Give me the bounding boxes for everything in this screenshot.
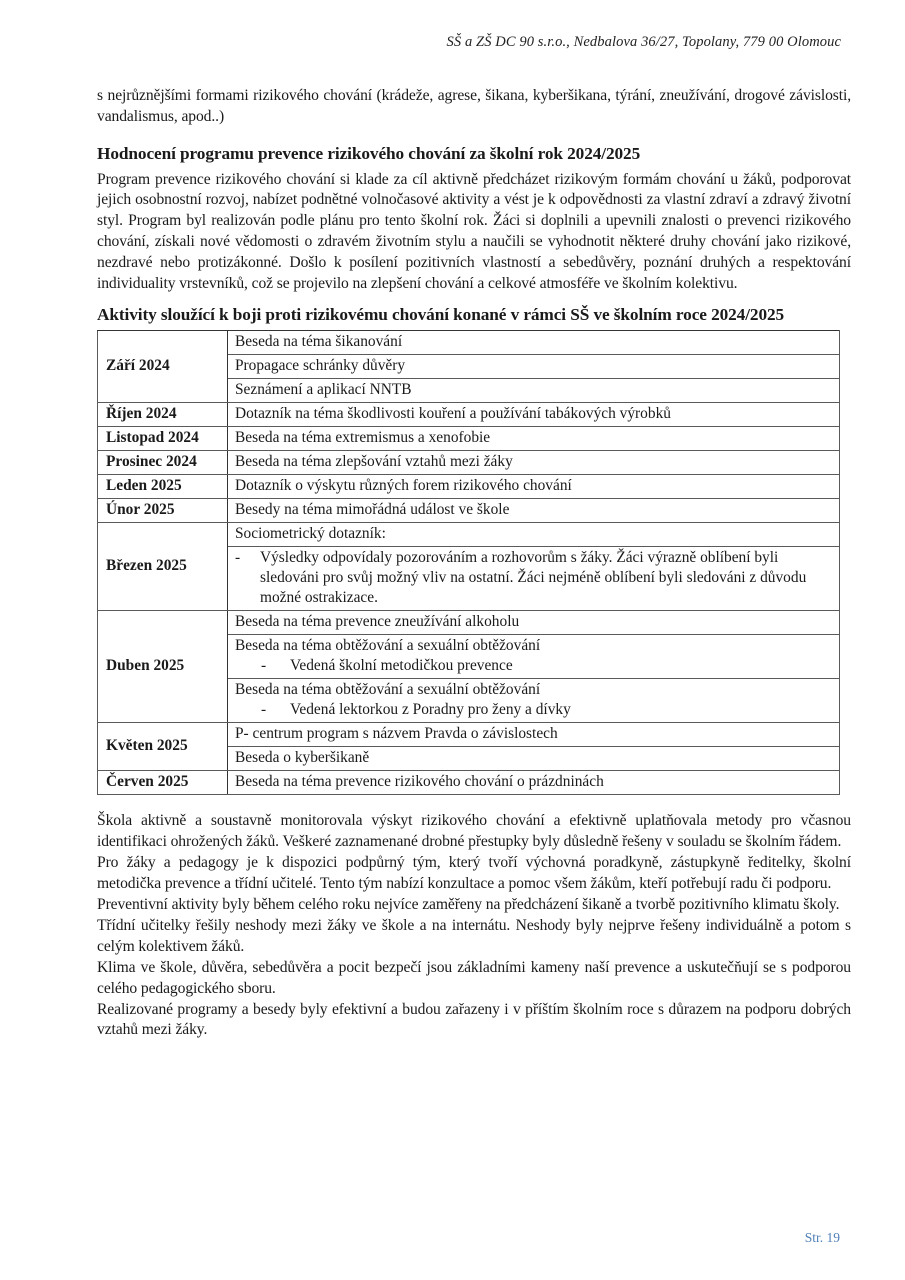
intro-continuation-paragraph: s nejrůznějšími formami rizikového chování (krádeže, agrese, šikana, kyberšikana, týrání, zneužívání, drogové závislosti, vandalismus, apod..) [97, 87, 851, 125]
table-row [98, 403, 840, 427]
activity-cell [228, 679, 840, 723]
closing-paragraph: Realizované programy a besedy byly efektivní a budou zařazeny i v příštím školním roce s důrazem na podporu dobrých vztahů mezi žáky. [97, 1000, 851, 1039]
month-cell: Červen 2025 [98, 771, 228, 795]
dash-bullet: - [261, 657, 267, 675]
activity-title: Beseda na téma obtěžování a sexuální obtěžování [235, 681, 541, 699]
table-row [98, 499, 840, 523]
dash-bullet: - [235, 549, 241, 567]
closing-paragraph: Třídní učitelky řešily neshody mezi žáky ve škole a na internátu. Neshody byly nejprve řešeny individuálně a potom s celým kolektivem žáků. [97, 916, 851, 955]
bullet-text: Vedená lektorkou z Poradny pro ženy a dívky [290, 701, 571, 719]
evaluation-heading: Hodnocení programu prevence rizikového chování za školní rok 2024/2025 [97, 143, 641, 163]
activity-cell: Beseda na téma prevence zneužívání alkoholu [228, 611, 840, 635]
closing-paragraph: Preventivní aktivity byly během celého roku nejvíce zaměřeny na předcházení šikaně a tvorbě pozitivního klimatu školy. [97, 896, 840, 913]
page-content [97, 86, 851, 1041]
activity-cell: Dotazník na téma škodlivosti kouření a používání tabákových výrobků [228, 403, 840, 427]
activity-cell: Propagace schránky důvěry [228, 355, 840, 379]
activity-cell: Beseda na téma extremismus a xenofobie [228, 427, 840, 451]
activity-cell [228, 547, 840, 611]
month-cell: Leden 2025 [98, 475, 228, 499]
month-cell: Květen 2025 [98, 723, 228, 771]
activities-heading: Aktivity sloužící k boji proti rizikovému chování konané v rámci SŠ ve školním roce 2024/2025 [97, 305, 785, 325]
activity-cell [228, 635, 840, 679]
activity-cell: P- centrum program s názvem Pravda o závislostech [228, 723, 840, 747]
activity-cell: Beseda na téma prevence rizikového chování o prázdninách [228, 771, 840, 795]
bullet-text: Vedená školní metodičkou prevence [290, 657, 513, 675]
closing-section [97, 811, 851, 1041]
activity-cell: Seznámení a aplikací NNTB [228, 379, 840, 403]
activity-cell: Beseda na téma šikanování [228, 331, 840, 355]
bullet-text: Výsledky odpovídaly pozorováním a rozhovorům s žáky. Žáci výrazně oblíbení byli sledováni pro svůj možný vliv na ostatní. Žáci nejméně oblíbení byli sledováni z důvodu možné ostrakizace. [260, 549, 807, 607]
month-cell: Září 2024 [98, 331, 228, 403]
table-row [98, 611, 840, 635]
activity-title: Beseda na téma obtěžování a sexuální obtěžování [235, 637, 541, 655]
page-header: SŠ a ZŠ DC 90 s.r.o., Nedbalova 36/27, Topolany, 779 00 Olomouc [446, 34, 841, 50]
table-row [98, 771, 840, 795]
closing-paragraph: Pro žáky a pedagogy je k dispozici podpůrný tým, který tvoří výchovná poradkyně, zástupkyně ředitelky, školní metodička prevence a třídní učitelé. Tento tým nabízí konzultace a pomoc všem žákům, kteří potřebují radu či podporu. [97, 854, 851, 893]
activity-cell: Besedy na téma mimořádná událost ve škole [228, 499, 840, 523]
month-cell: Únor 2025 [98, 499, 228, 523]
dash-bullet: - [261, 701, 267, 719]
activities-table [97, 330, 840, 795]
table-row [98, 523, 840, 547]
table-row [98, 451, 840, 475]
table-row [98, 475, 840, 499]
month-cell: Prosinec 2024 [98, 451, 228, 475]
table-row [98, 723, 840, 747]
month-cell: Duben 2025 [98, 611, 228, 723]
month-cell: Březen 2025 [98, 523, 228, 611]
activity-cell: Sociometrický dotazník: [228, 523, 840, 547]
month-cell: Listopad 2024 [98, 427, 228, 451]
table-row [98, 427, 840, 451]
closing-paragraph: Klima ve škole, důvěra, sebedůvěra a pocit bezpečí jsou základními kameny naší prevence a uskutečňují se s podporou celého pedagogického sboru. [97, 958, 851, 997]
activity-cell: Beseda o kyberšikaně [228, 747, 840, 771]
page-number: Str. 19 [804, 1230, 840, 1245]
closing-paragraph: Škola aktivně a soustavně monitorovala výskyt rizikového chování a efektivně uplatňovala metody pro včasnou identifikaci ohrožených žáků. Veškeré zaznamenané drobné přestupky byly důsledně řešeny v souladu se školním řádem. [97, 812, 851, 851]
table-row [98, 331, 840, 355]
activity-cell: Dotazník o výskytu různých forem rizikového chování [228, 475, 840, 499]
month-cell: Říjen 2024 [98, 403, 228, 427]
activity-cell: Beseda na téma zlepšování vztahů mezi žáky [228, 451, 840, 475]
evaluation-paragraph: Program prevence rizikového chování si klade za cíl aktivně předcházet rizikovým formám chování u žáků, podporovat jejich osobnostní rozvoj, nabízet podnětné volnočasové aktivity a vést je k odpovědnosti za vlastní zdraví a zdravý životní styl. Program byl realizován podle plánu pro tento školní rok. Žáci si doplnili a upevnili znalosti o prevenci rizikového chování, získali nové vědomosti o zdravém životním stylu a naučili se vyhodnotit některé druhy chování jako rizikové, nezdravé nebo protizákonné. Došlo k posílení pozitivních vlastností a sebedůvěry, poznání druhých a respektování individuality vrstevníků, což se projevilo na zlepšení chování a celkové atmosféře ve školním kolektivu. [97, 170, 851, 292]
